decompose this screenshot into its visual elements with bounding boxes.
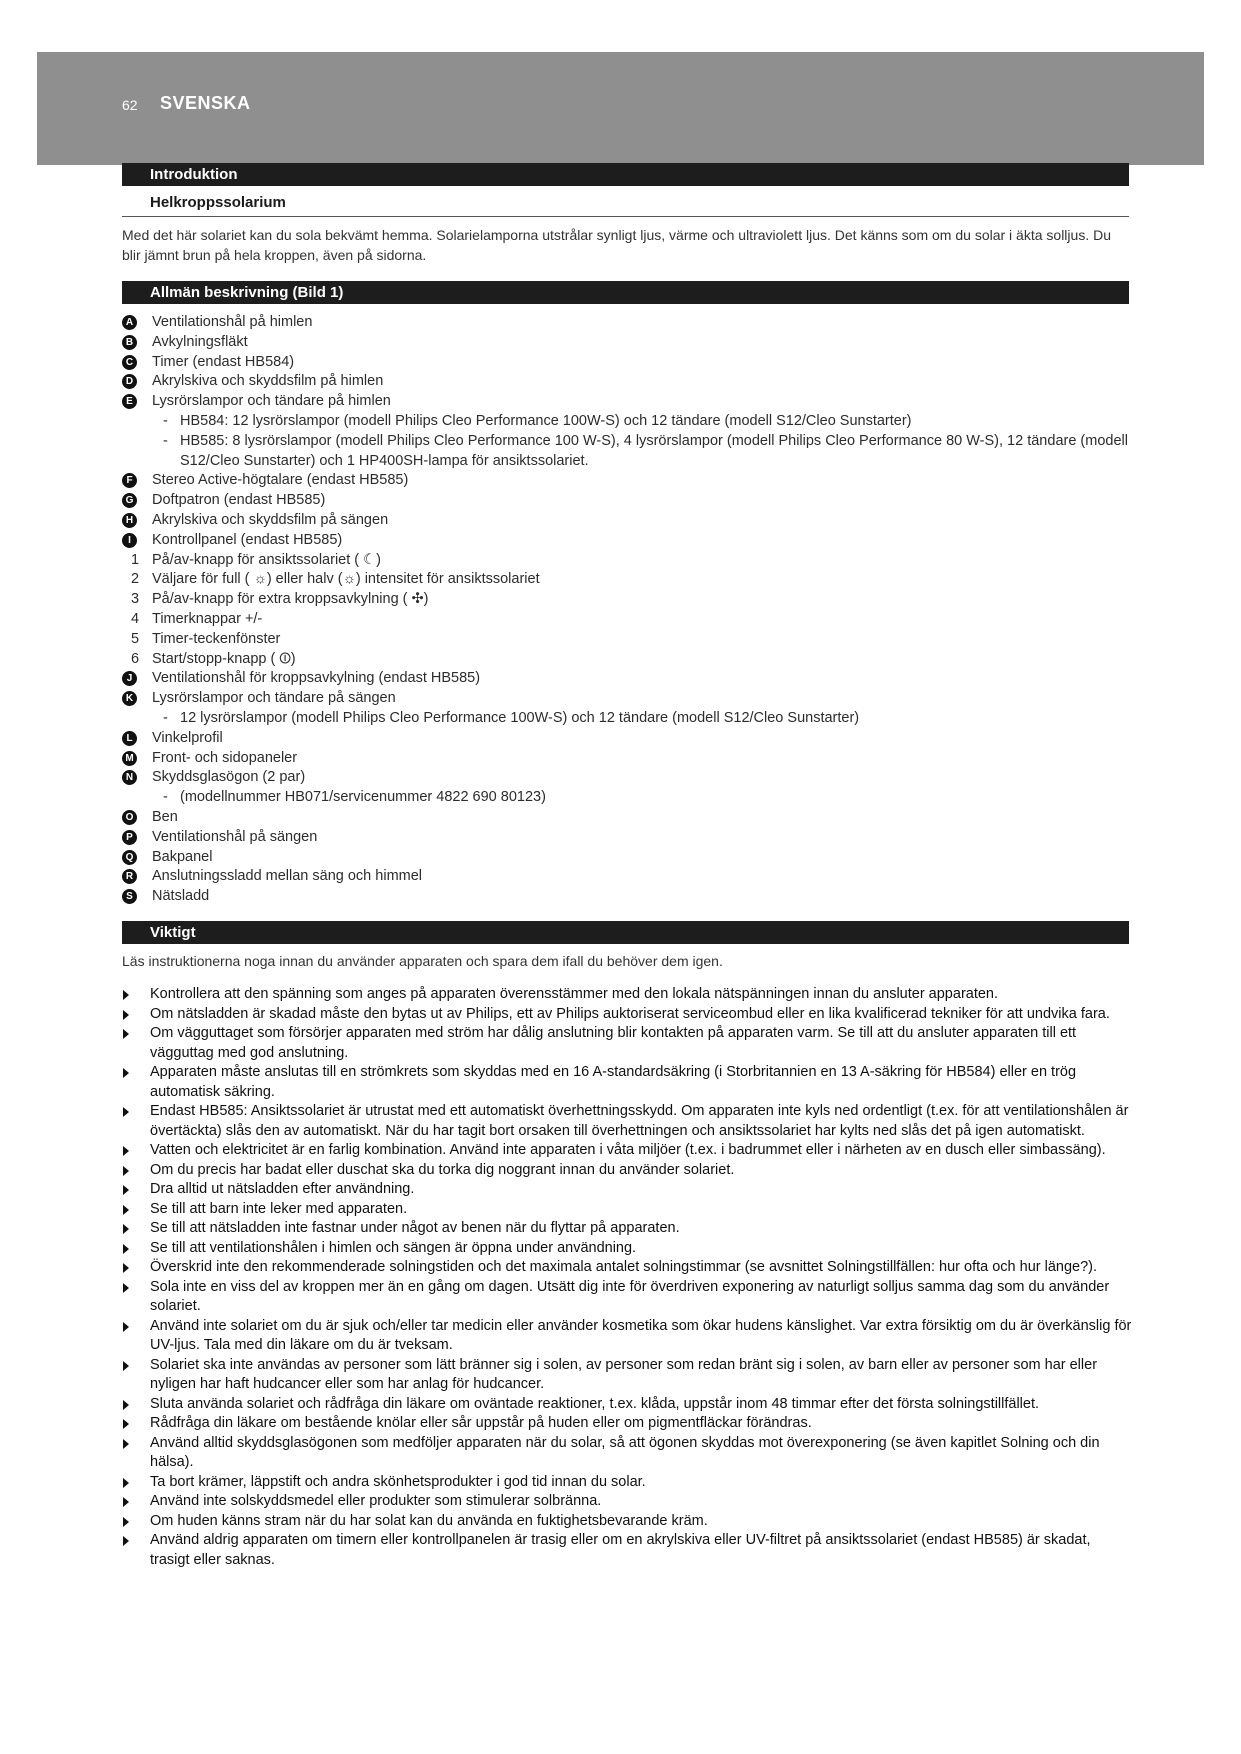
list-item (122, 551, 1132, 571)
bullet-triangle-icon (123, 1361, 129, 1371)
list-item-text: Anslutningssladd mellan säng och himmel (152, 868, 423, 885)
list-item-text: HB585: 8 lysrörslampor (modell Philips Cleo Performance 100 W-S), 4 lysrörslampor (modell Philips Cleo Performance 80 W-S), 12 tändare (modell S12/Cleo Sunstarter) och 1 HP400SH-lampa för ansiktssolariet. (180, 432, 1128, 469)
bullet-triangle-icon (123, 1263, 129, 1273)
letter-marker-icon: F (122, 473, 137, 488)
bullet-triangle-icon (123, 1224, 129, 1234)
list-item-text: Doftpatron (endast HB585) (152, 492, 326, 509)
list-item (122, 828, 1132, 848)
list-item (122, 570, 1132, 590)
list-item (122, 729, 1132, 749)
bullet-item (122, 1492, 1132, 1512)
dash-marker: - (163, 709, 168, 726)
list-item (122, 808, 1132, 828)
bullet-item (122, 1395, 1132, 1415)
bullet-item (122, 1180, 1132, 1200)
bullet-text: Ta bort krämer, läppstift och andra skönhetsprodukter i god tid innan du solar. (150, 1473, 646, 1490)
bullet-triangle-icon (123, 1439, 129, 1449)
bullet-text: Kontrollera att den spänning som anges på apparaten överensstämmer med den lokala nätspänningen innan du ansluter apparaten. (150, 986, 999, 1002)
bullet-triangle-icon (123, 1244, 129, 1254)
bullet-triangle-icon (123, 1400, 129, 1410)
list-item-text: Lysrörslampor och tändare på sängen (152, 690, 396, 707)
list-item (122, 867, 1132, 887)
letter-marker-icon: E (122, 394, 137, 409)
subheading-rule (122, 216, 1129, 217)
list-item-text: Väljare för full ( ☼) eller halv (☼) intensitet för ansiktssolariet (152, 571, 540, 588)
important-intro: Läs instruktionerna noga innan du använder apparaten och spara dem ifall du behöver dem igen. (122, 953, 723, 969)
list-item (122, 412, 1132, 432)
bullet-text: Om du precis har badat eller duschat ska du torka dig noggrant innan du använder solariet. (150, 1161, 735, 1178)
important-list (122, 985, 1132, 1570)
letter-marker-icon: C (122, 355, 137, 370)
list-item-text: Akrylskiva och skyddsfilm på himlen (152, 373, 384, 390)
list-item-text: Ventilationshål på himlen (152, 314, 313, 330)
item-number: 6 (131, 650, 140, 667)
list-item-text: Ventilationshål för kroppsavkylning (endast HB585) (152, 670, 481, 687)
section-heading-important: Viktigt (122, 921, 1129, 944)
bullet-item (122, 1239, 1132, 1259)
bullet-item (122, 1200, 1132, 1220)
list-item (122, 610, 1132, 630)
bullet-item (122, 1258, 1132, 1278)
bullet-text: Använd inte solariet om du är sjuk och/eller tar medicin eller använder kosmetika som ökar hudens känslighet. Var extra försiktig om du är överkänslig för UV-ljus. Tala med din läkare om du är tveksam. (150, 1317, 1132, 1353)
bullet-item (122, 985, 1132, 1005)
dash-marker: - (163, 412, 168, 429)
language-title: SVENSKA (160, 93, 251, 113)
list-item (122, 669, 1132, 689)
section-heading-intro: Introduktion (122, 163, 1129, 186)
bullet-text: Om huden känns stram när du har solat kan du använda en fuktighetsbevarande kräm. (150, 1512, 708, 1529)
list-item (122, 768, 1132, 788)
list-item-text: På/av-knapp för ansiktssolariet ( ☾) (152, 551, 381, 568)
section-heading-general-description: Allmän beskrivning (Bild 1) (122, 281, 1129, 304)
bullet-item (122, 1161, 1132, 1181)
list-item-text: Timer (endast HB584) (152, 353, 295, 370)
bullet-text: Se till att nätsladden inte fastnar under något av benen när du flyttar på apparaten. (150, 1220, 680, 1236)
letter-marker-icon: A (122, 315, 137, 330)
letter-marker-icon: Q (122, 850, 137, 865)
list-item-text: (modellnummer HB071/servicenummer 4822 690 80123) (180, 789, 546, 806)
bullet-triangle-icon (123, 1166, 129, 1176)
letter-marker-icon: G (122, 493, 137, 508)
list-item-text: Avkylningsfläkt (152, 333, 248, 350)
letter-marker-icon: O (122, 810, 137, 825)
bullet-triangle-icon (123, 1146, 129, 1156)
list-item (122, 353, 1132, 373)
dash-marker: - (163, 789, 168, 806)
bullet-item (122, 1278, 1132, 1317)
list-item (122, 650, 1132, 670)
bullet-text: Endast HB585: Ansiktssolariet är utrustat med ett automatiskt överhettningsskydd. Om apparaten inte kyls ned ordentligt (t.ex. för att ventilationshålen är övertäckta) slås den av automatiskt. När du har tagit bort orsaken till överhettningen och ansiktssolariet har kylts ned slås det på igen automatiskt. (150, 1103, 1129, 1139)
bullet-triangle-icon (123, 1107, 129, 1117)
list-item-text: Front- och sidopaneler (152, 749, 298, 766)
bullet-text: Använd aldrig apparaten om timern eller kontrollpanelen är trasig eller om en akrylskiva eller UV-filtret på ansiktssolariet (endast HB585) är skadat, trasigt eller saknas. (150, 1532, 1091, 1568)
bullet-item (122, 1141, 1132, 1161)
bullet-item (122, 1356, 1132, 1395)
list-item-text: HB584: 12 lysrörslampor (modell Philips Cleo Performance 100W-S) och 12 tändare (modell S12/Cleo Sunstarter) (180, 412, 912, 429)
bullet-text: Dra alltid ut nätsladden efter användning. (150, 1181, 415, 1197)
list-item (122, 689, 1132, 709)
letter-marker-icon: R (122, 869, 137, 884)
list-item-text: Timerknappar +/- (152, 610, 263, 627)
letter-marker-icon: J (122, 671, 137, 686)
list-item (122, 590, 1132, 610)
bullet-item (122, 1473, 1132, 1493)
list-item-text: Start/stopp-knapp ( ⏼) (152, 650, 296, 667)
bullet-triangle-icon (123, 1322, 129, 1332)
list-item (122, 749, 1132, 769)
list-item (122, 392, 1132, 412)
list-item-text: 12 lysrörslampor (modell Philips Cleo Performance 100W-S) och 12 tändare (modell S12/Cleo Sunstarter) (180, 709, 860, 726)
list-item-text: Akrylskiva och skyddsfilm på sängen (152, 511, 389, 528)
bullet-text: Se till att ventilationshålen i himlen och sängen är öppna under användning. (150, 1239, 637, 1256)
list-item (122, 471, 1132, 491)
item-number: 5 (131, 630, 140, 647)
bullet-text: Solariet ska inte användas av personer som lätt bränner sig i solen, av personer som redan bränt sig i solen, av barn eller av personer som har eller nyligen har haft hudcancer eller som har anlag för hudcancer. (150, 1356, 1098, 1392)
list-item-text: På/av-knapp för extra kroppsavkylning ( ✣) (152, 591, 429, 608)
intro-paragraph: Med det här solariet kan du sola bekvämt hemma. Solarielamporna utstrålar synligt ljus, värme och ultraviolett ljus. Det känns som om du solar i äkta solljus. Du blir jämnt brun på hela kroppen, även på sidorna. (122, 227, 1111, 263)
list-item-text: Vinkelprofil (152, 729, 223, 746)
letter-marker-icon: N (122, 770, 137, 785)
list-item-text: Nätsladd (152, 888, 210, 905)
bullet-text: Rådfråga din läkare om bestående knölar eller sår uppstår på huden eller om pigmentfläckar förändras. (150, 1415, 812, 1431)
list-item-text: Timer-teckenfönster (152, 630, 281, 647)
bullet-triangle-icon (123, 1419, 129, 1429)
list-item (122, 372, 1132, 392)
item-number: 4 (131, 610, 140, 627)
page-number: 62 (122, 97, 138, 113)
bullet-item (122, 1102, 1132, 1141)
list-item-text: Ben (152, 808, 178, 825)
list-item (122, 491, 1132, 511)
list-item (122, 630, 1132, 650)
bullet-triangle-icon (123, 1029, 129, 1039)
bullet-triangle-icon (123, 1497, 129, 1507)
list-item (122, 531, 1132, 551)
letter-marker-icon: K (122, 691, 137, 706)
bullet-text: Apparaten måste anslutas till en strömkrets som skyddas med en 16 A-standardsäkring (i Storbritannien en 13 A-säkring för HB584) eller en trög automatisk säkring. (150, 1064, 1077, 1100)
list-item-text: Skyddsglasögon (2 par) (152, 769, 306, 786)
letter-marker-icon: D (122, 374, 137, 389)
item-number: 1 (131, 551, 140, 568)
bullet-triangle-icon (123, 1010, 129, 1020)
list-item (122, 709, 1132, 729)
description-list (122, 313, 1132, 907)
letter-marker-icon: B (122, 335, 137, 350)
bullet-item (122, 1219, 1132, 1239)
item-number: 2 (131, 571, 140, 588)
bullet-triangle-icon (123, 1536, 129, 1546)
bullet-item (122, 1063, 1132, 1102)
letter-marker-icon: L (122, 731, 137, 746)
letter-marker-icon: S (122, 889, 137, 904)
bullet-item (122, 1414, 1132, 1434)
bullet-triangle-icon (123, 1517, 129, 1527)
bullet-triangle-icon (123, 990, 129, 1000)
list-item-text: Lysrörslampor och tändare på himlen (152, 393, 391, 410)
bullet-text: Se till att barn inte leker med apparaten. (150, 1200, 408, 1217)
bullet-item (122, 1005, 1132, 1025)
letter-marker-icon: P (122, 830, 137, 845)
bullet-triangle-icon (123, 1283, 129, 1293)
list-item (122, 848, 1132, 868)
bullet-item (122, 1024, 1132, 1063)
list-item (122, 313, 1132, 333)
bullet-text: Använd alltid skyddsglasögonen som medföljer apparaten när du solar, så att ögonen skyddas mot överexponering (se även kapitlet Solning och din hälsa). (150, 1434, 1100, 1470)
list-item (122, 887, 1132, 907)
item-number: 3 (131, 591, 140, 608)
bullet-text: Använd inte solskyddsmedel eller produkter som stimulerar solbränna. (150, 1493, 602, 1509)
bullet-text: Överskrid inte den rekommenderade solningstiden och det maximala antalet solningstimmar (se avsnittet Solningstillfällen: hur ofta och hur länge?). (150, 1259, 1098, 1275)
bullet-item (122, 1434, 1132, 1473)
bullet-text: Om vägguttaget som försörjer apparaten med ström har dålig anslutning blir kontakten på apparaten varm. Se till att du ansluter apparaten till ett vägguttag med god anslutning. (150, 1025, 1077, 1061)
bullet-triangle-icon (123, 1478, 129, 1488)
bullet-text: Sluta använda solariet och rådfråga din läkare om oväntade reaktioner, t.ex. klåda, uppstår inom 48 timmar efter det första solningstillfället. (150, 1395, 1040, 1412)
bullet-triangle-icon (123, 1185, 129, 1195)
bullet-triangle-icon (123, 1205, 129, 1215)
list-item (122, 432, 1132, 472)
letter-marker-icon: I (122, 533, 137, 548)
list-item-text: Bakpanel (152, 848, 213, 865)
list-item-text: Kontrollpanel (endast HB585) (152, 531, 343, 548)
bullet-text: Om nätsladden är skadad måste den bytas ut av Philips, ett av Philips auktoriserat serviceombud eller en lika kvalificerad tekniker för att undvika fara. (150, 1005, 1110, 1022)
list-item (122, 333, 1132, 353)
list-item (122, 511, 1132, 531)
list-item-text: Ventilationshål på sängen (152, 828, 318, 845)
bullet-text: Vatten och elektricitet är en farlig kombination. Använd inte apparaten i våta miljöer (t.ex. i badrummet eller i närheten av en dusch eller simbassäng). (150, 1142, 1106, 1158)
bullet-text: Sola inte en viss del av kroppen mer än en gång om dagen. Utsätt dig inte för överdriven exponering av naturligt solljus samma dag som du använder solariet. (150, 1278, 1110, 1314)
bullet-item (122, 1317, 1132, 1356)
bullet-item (122, 1531, 1132, 1570)
letter-marker-icon: H (122, 513, 137, 528)
bullet-triangle-icon (123, 1068, 129, 1078)
letter-marker-icon: M (122, 751, 137, 766)
subheading-full-body-solarium: Helkroppssolarium (150, 194, 286, 211)
dash-marker: - (163, 432, 168, 449)
list-item (122, 788, 1132, 808)
list-item-text: Stereo Active-högtalare (endast HB585) (152, 472, 409, 489)
bullet-item (122, 1512, 1132, 1532)
